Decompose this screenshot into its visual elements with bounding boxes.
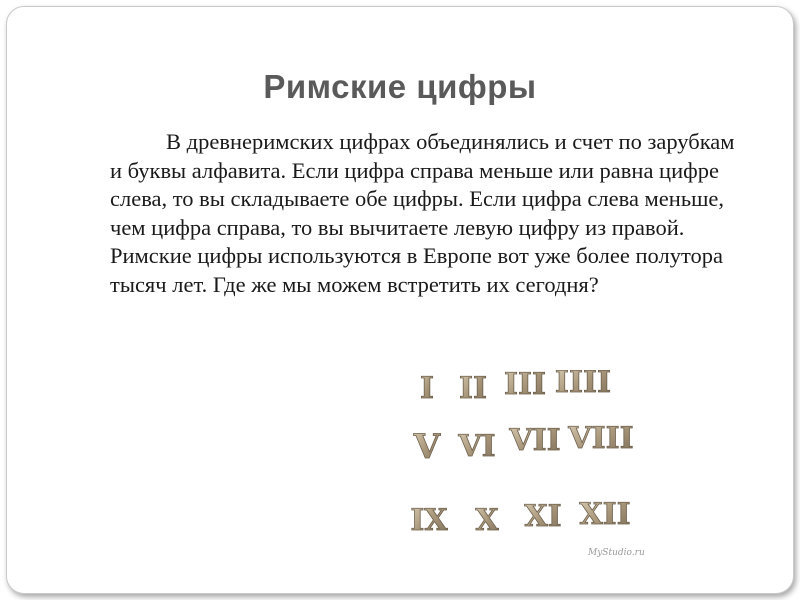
- roman-numeral-vii: VII: [509, 423, 561, 458]
- slide-body: [110, 128, 750, 299]
- slide-title: Римские цифры: [263, 68, 537, 105]
- paragraph-roman-rules: В древнеримских цифрах объединялись и счет по зарубкам и буквы алфавита. Если цифра справа меньше или равна цифре слева, то вы складываете обе цифры. Если цифра слева меньше, чем цифра справа, то вы вычитаете левую цифру из правой.: [110, 129, 735, 240]
- roman-numerals-photo: [405, 370, 655, 565]
- roman-numeral-ii: II: [458, 371, 488, 406]
- roman-numeral-ix: IX: [410, 503, 448, 538]
- roman-numeral-xi: XI: [524, 499, 562, 534]
- roman-numeral-iiii: IIII: [554, 370, 612, 400]
- roman-numeral-x: X: [475, 503, 499, 538]
- roman-numeral-vi: VI: [458, 429, 496, 464]
- roman-numeral-i: I: [419, 371, 435, 406]
- paragraph-roman-usage: Римские цифры используются в Европе вот уже более полутора тысяч лет. Где же мы можем встретить их сегодня?: [110, 243, 723, 297]
- roman-numeral-v: V: [413, 427, 441, 467]
- roman-numeral-viii: VIII: [568, 421, 634, 456]
- roman-numeral-iii: III: [503, 370, 547, 402]
- roman-numeral-xii: XII: [579, 497, 631, 532]
- image-watermark: MyStudio.ru: [588, 548, 645, 558]
